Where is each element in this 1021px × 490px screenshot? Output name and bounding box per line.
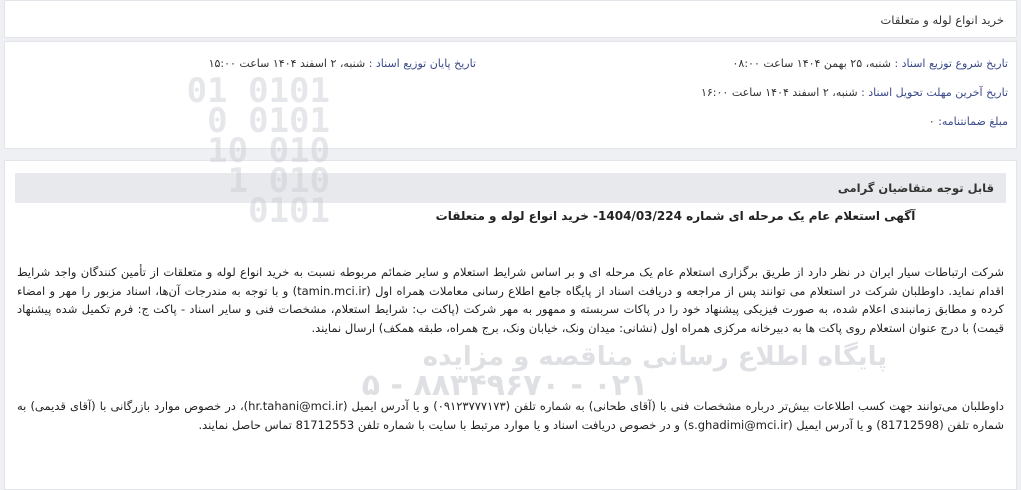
guarantee-row xyxy=(929,115,1008,128)
watermark-binary-5: 0101 xyxy=(248,191,330,231)
guarantee-value: ۰ xyxy=(928,115,935,128)
page-header xyxy=(4,0,1017,38)
distribution-start-label: تاریخ شروع توزیع اسناد : xyxy=(894,57,1008,70)
page-title: خرید انواع لوله و متعلقات xyxy=(880,13,1004,27)
distribution-end-label: تاریخ پایان توزیع اسناد : xyxy=(368,57,476,70)
tender-info-panel xyxy=(4,41,1017,149)
watermark-binary-2: 0101 0 xyxy=(207,101,330,141)
delivery-deadline-row xyxy=(701,86,1008,99)
watermark-binary-1: 0101 01 xyxy=(186,71,330,111)
distribution-end-row xyxy=(209,57,476,70)
watermark-binary-4: 010 1 xyxy=(227,161,330,201)
notice-paragraph-1: شرکت ارتباطات سیار ایران در نظر دارد از طریق برگزاری استعلام عام یک مرحله ای و بر اساس شرایط استعلام و سایر ضمائم مربوطه نسبت به خرید انواع لوله و متعلقات از تأمین کنندگان واجد شرایط اقدام نماید. داوطلبان شرکت در استعلام می توانند پس از مراجعه و دریافت اسناد از پایگاه جامع اطلاع رسانی معاملات همراه اول (tamin.mci.ir) و با توجه به مندرجات آن‌ها، اسناد مزبور را مهر و امضاء کرده و مطابق زمانبندی اعلام شده، به صورت فیزیکی پیشنهاد خود را در پاکات سربسته و ممهور به مهر شرکت (پاکت ب: شرایط استعلام، مشخصات فنی و سایر اسناد - پاکت ج: فرم تکمیل شده پیشنهاد قیمت) با درج عنوان استعلام روی پاکت ها به دبیرخانه مرکزی همراه اول (نشانی: میدان ونک، خیابان ونک، برج همراه، طبقه همکف) ارسال نمایند. xyxy=(17,265,1004,335)
delivery-deadline-value: شنبه، ۲ اسفند ۱۴۰۴ ساعت ۱۶:۰۰ xyxy=(700,86,858,99)
watermark-text-1: پایگاه اطلاع رسانی مناقصه و مزایده xyxy=(422,342,888,372)
watermark-text-2: ۰۲۱ - ۸۸۳۴۹۶۷۰ - ۵ xyxy=(361,368,649,403)
notice-panel xyxy=(4,160,1017,490)
notice-heading: آگهی استعلام عام یک مرحله ای شماره 1404/03/224- خرید انواع لوله و متعلقات xyxy=(435,209,916,223)
notice-bar-title: قابل توجه متقاضیان گرامی xyxy=(837,181,994,195)
watermark-binary-3: 010 10 xyxy=(207,131,330,171)
distribution-start-value: شنبه، ۲۵ بهمن ۱۴۰۴ ساعت ۰۸:۰۰ xyxy=(732,57,891,70)
notice-title-bar xyxy=(15,173,1006,203)
guarantee-label: مبلغ ضمانتنامه: xyxy=(938,115,1008,128)
delivery-deadline-label: تاریخ آخرین مهلت تحویل اسناد : xyxy=(861,86,1008,99)
distribution-end-value: شنبه، ۲ اسفند ۱۴۰۴ ساعت ۱۵:۰۰ xyxy=(208,57,366,70)
notice-paragraph-2: داوطلبان می‌توانند جهت کسب اطلاعات بیش‌تر درباره مشخصات فنی با (آقای طحانی) به شماره تلفن (۰۹۱۲۳۷۷۷۱۷۳) و یا آدرس ایمیل (hr.tahani@mci.ir)، در خصوص موارد بازرگانی با (آقای قدیمی) به شماره تلفن (81712598) و یا آدرس ایمیل (s.ghadimi@mci.ir) و در خصوص دریافت اسناد و یا موارد مرتبط با سایت با شماره تلفن 81712553 تماس حاصل نمایند. xyxy=(17,399,1004,432)
distribution-start-row xyxy=(733,57,1008,70)
